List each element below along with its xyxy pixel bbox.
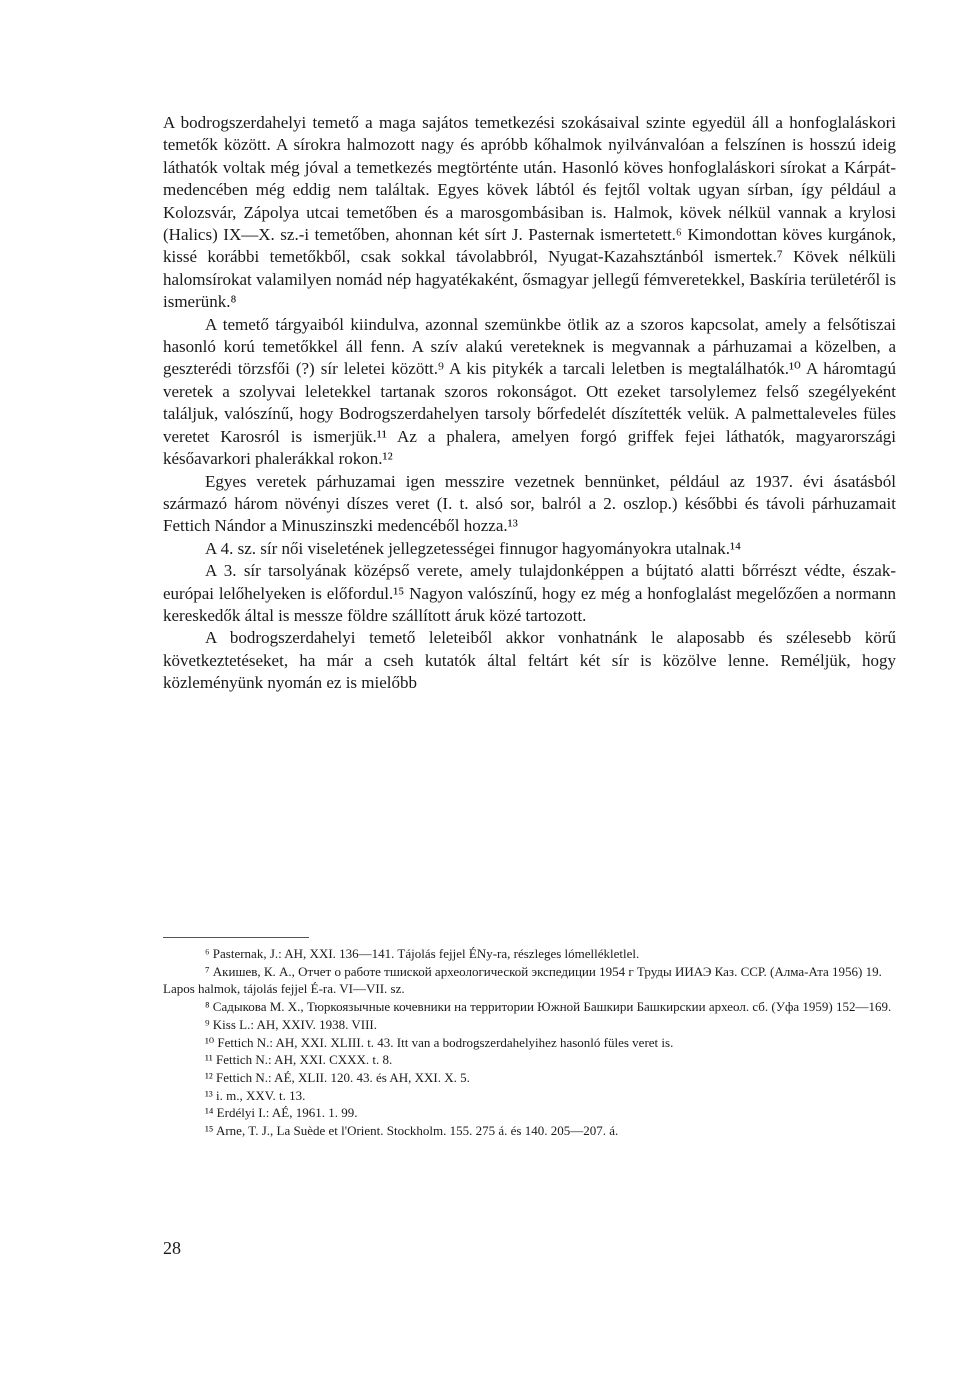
- footnote-11: ¹¹ Fettich N.: AH, XXI. CXXX. t. 8.: [205, 1052, 393, 1068]
- paragraph-1: A bodrogszerdahelyi temető a maga sajátos temetkezési szokásaival szinte egyedül áll a honfoglaláskori temetők között. A sírokra halmozott nagy és apróbb kőhalmok nyilvánvalóan a felszínen is hosszú ideig láthatók voltak még jóval a temetkezés megtörténte után. Hasonló köves honfoglaláskori sírokat a Kárpát-medencében még eddig nem találtak. Egyes kövek lábtól és fejtől voltak ugyan sírban, így például a Kolozsvár, Zápolya utcai temetőben és a marosgombásiban is. Halmok, kövek nélkül vannak a krylosi (Halics) IX—X. sz.-i temetőben, ahonnan két sírt J. Pasternak ismertetett.⁶ Kimondottan köves kurgánok, kissé korábbi temetőkből, csak sokkal távolabbról, Nyugat-Kazahsztánból ismertek.⁷ Kövek nélküli halomsírokat valamilyen nomád nép hagyatékaként, ősmagyar jellegű fémveretekkel, Baskíria területéről is ismerünk.⁸: [163, 113, 896, 312]
- footnote-7-note: Lapos halmok, tájolás fejjel É-ra. VI—VII. sz.: [163, 981, 405, 997]
- footnote-7: ⁷ Акишев, К. А., Отчет о работе тшиской археологической экспедиции 1954 г Труды ИИАЭ Каз. ССР. (Алма-Ата 1956) 19.: [205, 963, 882, 979]
- footnote-12: ¹² Fettich N.: AÉ, XLII. 120. 43. és AH, XXI. X. 5.: [205, 1069, 470, 1085]
- footnote-13: ¹³ i. m., XXV. t. 13.: [205, 1087, 306, 1103]
- footnotes: [163, 945, 896, 1140]
- footnote-10: ¹⁰ Fettich N.: AH, XXI. XLIII. t. 43. Itt van a bodrogszerdahelyihez hasonló füles veret is.: [205, 1034, 674, 1050]
- page-number: 28: [163, 1238, 181, 1258]
- paragraph-6: A bodrogszerdahelyi temető leleteiből akkor vonhatnánk le alaposabb és szélesebb körű következtetéseket, ha már a cseh kutatók által feltárt két sír is közölve lenne. Reméljük, hogy közleményünk nyomán ez is mielőbb: [163, 628, 896, 693]
- footnote-8: ⁸ Садыкова М. Х., Тюркоязычные кочевники на территории Южной Башкири Башкирскии археол. сб. (Уфа 1959) 152—169.: [205, 999, 892, 1015]
- paragraph-5: A 3. sír tarsolyának középső verete, amely tulajdonképpen a bújtató alatti bőrrészt védte, észak-európai lelőhelyeken is előfordul.¹⁵ Nagyon valószínű, hogy ez még a honfoglalást megelőzően a normann kereskedők által is messze földre szállított áruk közé tartozott.: [163, 561, 896, 625]
- footnote-6: ⁶ Pasternak, J.: AH, XXI. 136—141. Tájolás fejjel ÉNy-ra, részleges lómellékletlel.: [205, 946, 640, 961]
- body-text: [163, 112, 896, 695]
- paragraph-2: A temető tárgyaiból kiindulva, azonnal szemünkbe ötlik az a szoros kapcsolat, amely a felsőtiszai hasonló korú temetőkkel áll fenn. A szív alakú vereteknek is megvannak a párhuzamai a közelben, a geszterédi törzsfői (?) sír leletei között.⁹ A kis pitykék a tarcali leletben is megtalálhatók.¹⁰ A háromtagú veretek a szolyvai leletekkel tartanak szoros rokonságot. Ott ezeket tarsolylemez felső szegélyeként találjuk, valószínű, hogy Bodrogszerdahelyen tarsoly bőrfedelét díszítették velük. A palmettaleveles füles veretet Karosról is ismerjük.¹¹ Az a phalera, amelyen forgó griffek fejei láthatók, magyarországi későavarkori phalerákkal rokon.¹²: [163, 314, 896, 469]
- paragraph-3: Egyes veretek párhuzamai igen messzire vezetnek bennünket, például az 1937. évi ásatásból származó három növényi díszes veret (I. t. alsó sor, balról a 2. oszlop.) későbbi és távoli párhuzamait Fettich Nándor a Minuszinszki medencéből hozza.¹³: [163, 471, 896, 536]
- footnote-divider: [163, 937, 309, 938]
- paragraph-4: A 4. sz. sír női viseletének jellegzetességei finnugor hagyományokra utalnak.¹⁴: [205, 538, 741, 558]
- footnote-9: ⁹ Kiss L.: AH, XXIV. 1938. VIII.: [205, 1016, 377, 1032]
- footnote-14: ¹⁴ Erdélyi I.: AÉ, 1961. 1. 99.: [205, 1105, 358, 1121]
- footnote-15: ¹⁵ Arne, T. J., La Suède et l'Orient. Stockholm. 155. 275 á. és 140. 205—207. á.: [205, 1123, 619, 1139]
